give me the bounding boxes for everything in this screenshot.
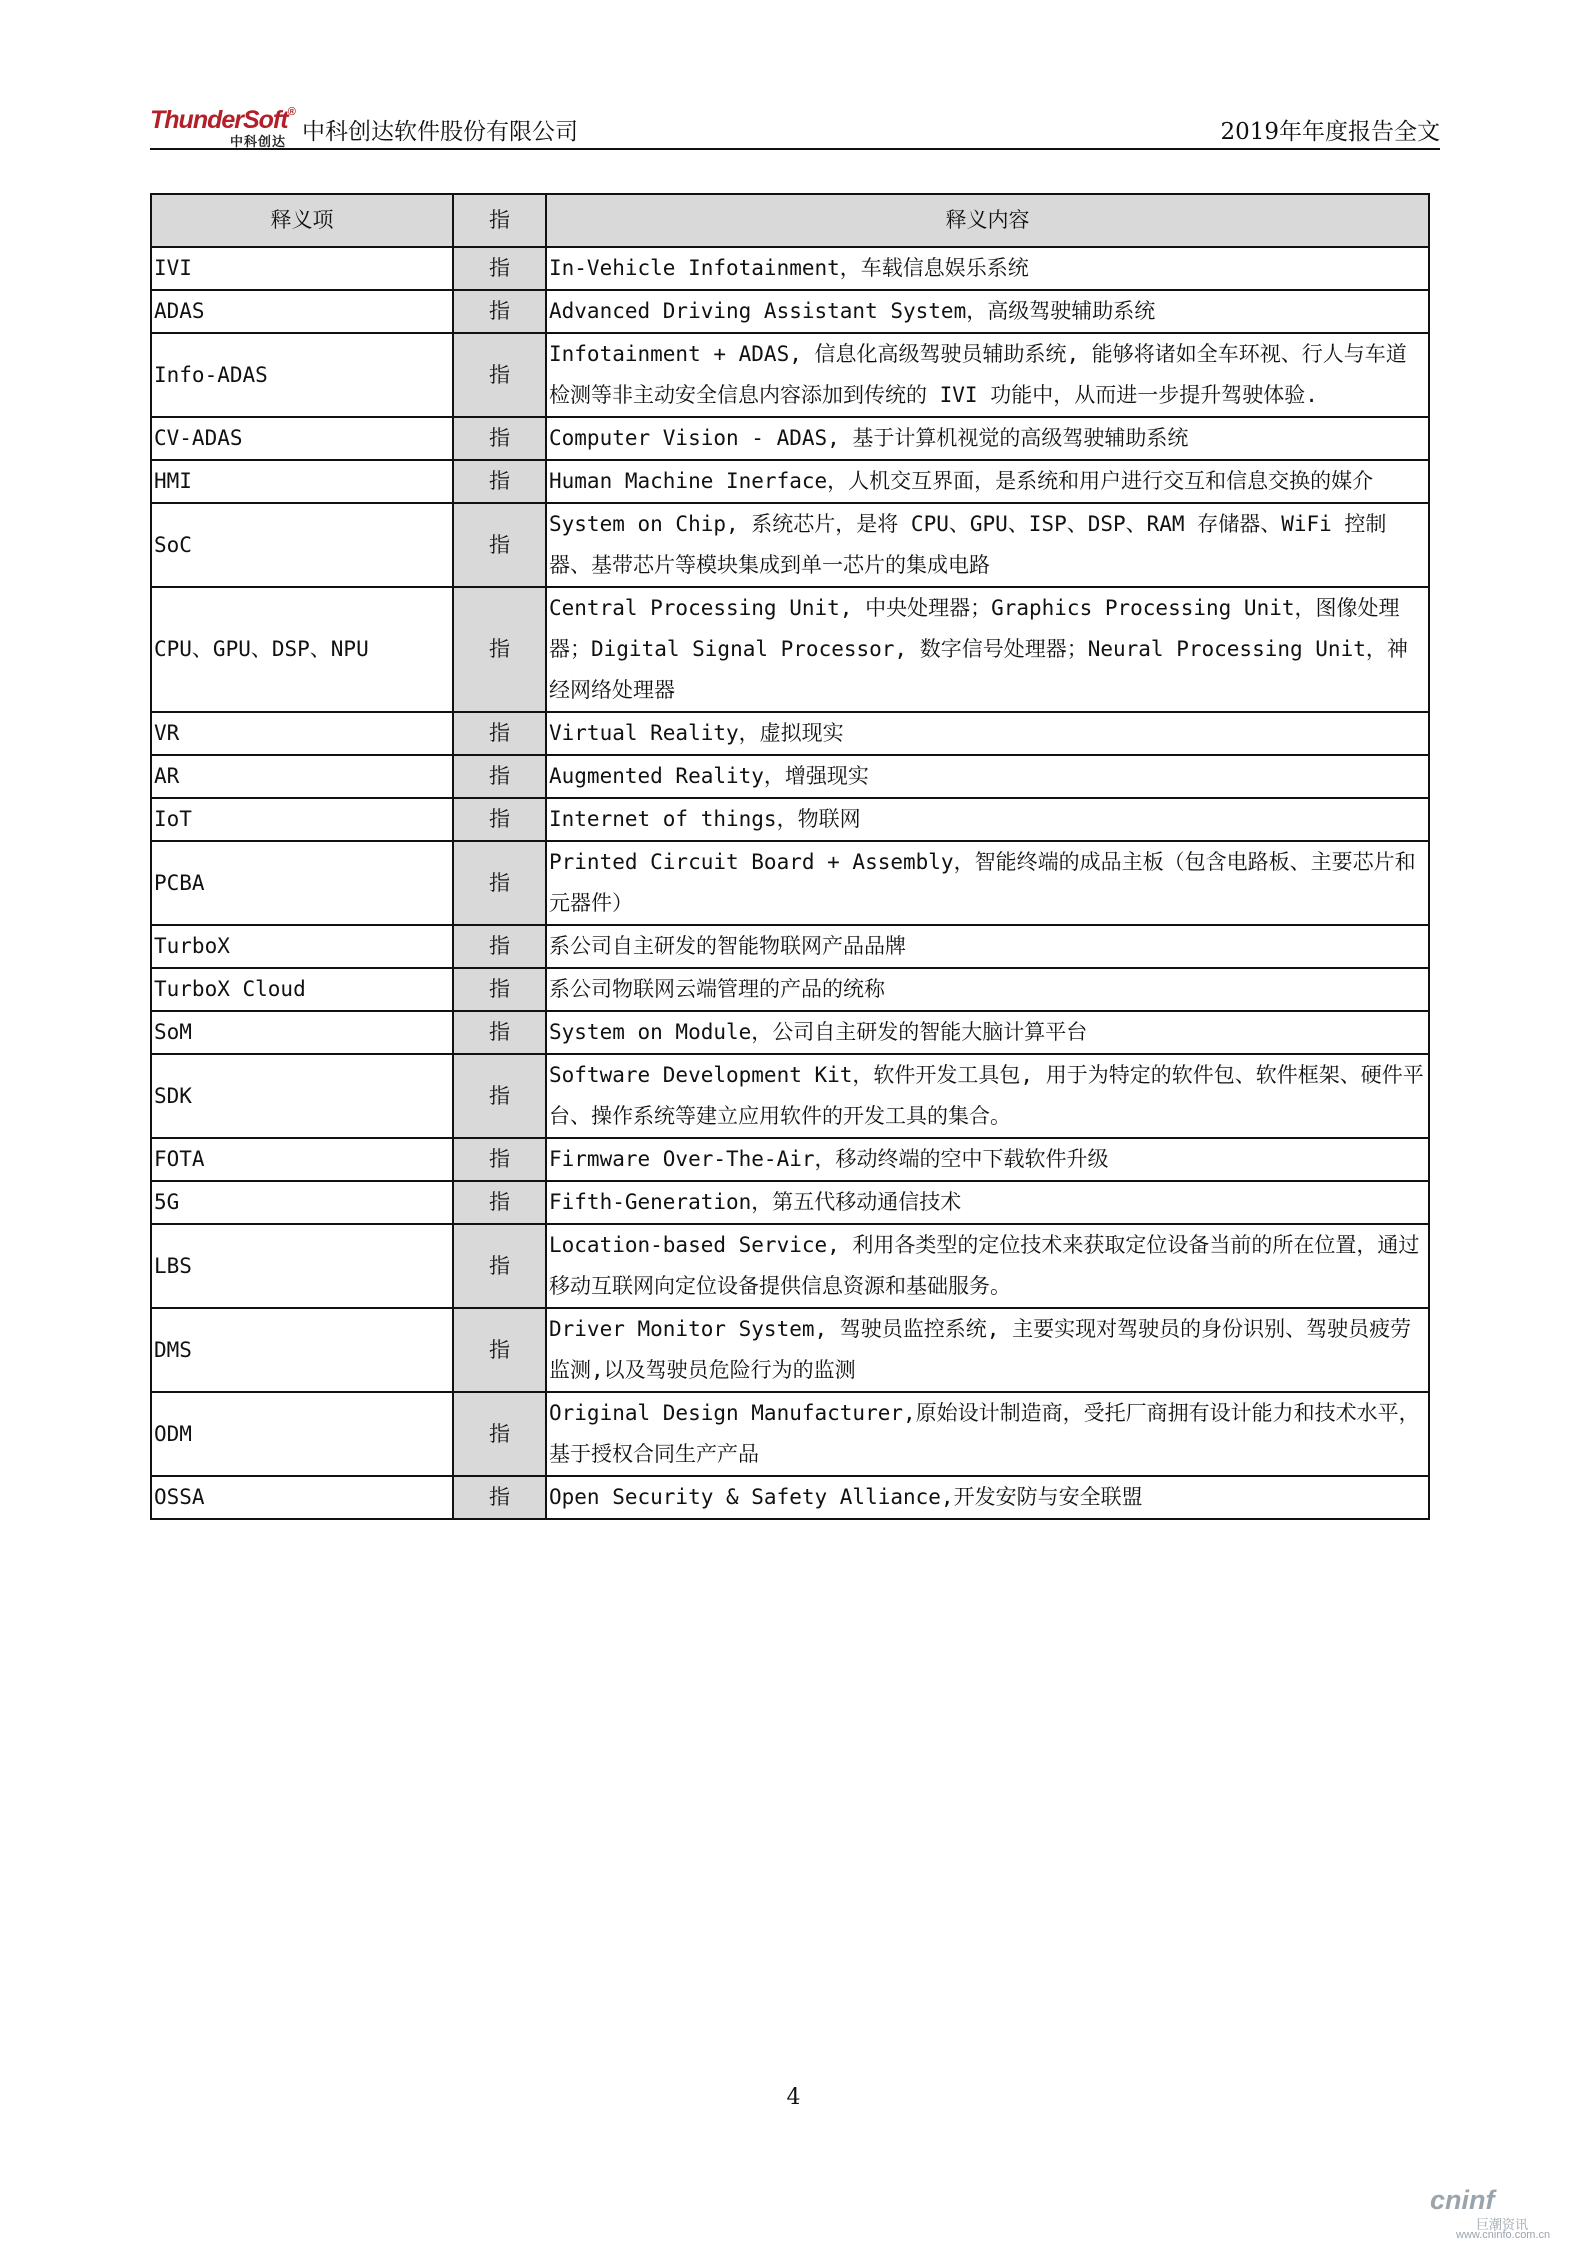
meaning-cell: Driver Monitor System, 驾驶员监控系统, 主要实现对驾驶员的身份识别、驾驶员疲劳监测,以及驾驶员危险行为的监测 xyxy=(546,1308,1429,1392)
table-row xyxy=(151,333,1429,417)
column-header-zhi: 指 xyxy=(453,194,546,247)
page-number: 4 xyxy=(786,2085,801,2110)
table-header xyxy=(151,194,1429,247)
meaning-cell: Software Development Kit，软件开发工具包, 用于为特定的软件包、软件框架、硬件平台、操作系统等建立应用软件的开发工具的集合。 xyxy=(546,1054,1429,1138)
term-cell: IVI xyxy=(151,247,453,290)
term-cell: TurboX xyxy=(151,925,453,968)
table-row xyxy=(151,417,1429,460)
zhi-cell: 指 xyxy=(453,460,546,503)
term-cell: FOTA xyxy=(151,1138,453,1181)
term-cell: SDK xyxy=(151,1054,453,1138)
meaning-cell: Augmented Reality，增强现实 xyxy=(546,755,1429,798)
term-cell: TurboX Cloud xyxy=(151,968,453,1011)
zhi-cell: 指 xyxy=(453,1476,546,1519)
zhi-cell: 指 xyxy=(453,712,546,755)
term-cell: HMI xyxy=(151,460,453,503)
report-title: 2019年年度报告全文 xyxy=(1220,119,1440,145)
zhi-cell: 指 xyxy=(453,503,546,587)
zhi-cell: 指 xyxy=(453,1181,546,1224)
term-cell: AR xyxy=(151,755,453,798)
table-row xyxy=(151,503,1429,587)
table-body xyxy=(151,247,1429,1519)
meaning-cell: Infotainment + ADAS, 信息化高级驾驶员辅助系统, 能够将诸如全车环视、行人与车道检测等非主动安全信息内容添加到传统的 IVI 功能中，从而进一步提升驾驶体验. xyxy=(546,333,1429,417)
zhi-cell: 指 xyxy=(453,968,546,1011)
table-row xyxy=(151,1392,1429,1476)
table-row xyxy=(151,247,1429,290)
logo-subtext: 中科创达 xyxy=(230,135,287,150)
page-header xyxy=(150,104,1440,150)
meaning-cell: Internet of things，物联网 xyxy=(546,798,1429,841)
term-cell: IoT xyxy=(151,798,453,841)
meaning-cell: Original Design Manufacturer,原始设计制造商，受托厂商拥有设计能力和技术水平，基于授权合同生产产品 xyxy=(546,1392,1429,1476)
term-cell: DMS xyxy=(151,1308,453,1392)
meaning-cell: Open Security & Safety Alliance,开发安防与安全联盟 xyxy=(546,1476,1429,1519)
table-row xyxy=(151,712,1429,755)
table-row xyxy=(151,1011,1429,1054)
term-cell: LBS xyxy=(151,1224,453,1308)
zhi-cell: 指 xyxy=(453,417,546,460)
zhi-cell: 指 xyxy=(453,587,546,712)
term-cell: SoC xyxy=(151,503,453,587)
term-cell: CPU、GPU、DSP、NPU xyxy=(151,587,453,712)
thundersoft-logo xyxy=(150,104,300,148)
zhi-cell: 指 xyxy=(453,798,546,841)
term-cell: SoM xyxy=(151,1011,453,1054)
table-row xyxy=(151,925,1429,968)
table-row xyxy=(151,1224,1429,1308)
meaning-cell: 系公司自主研发的智能物联网产品品牌 xyxy=(546,925,1429,968)
cninfo-watermark xyxy=(1430,2185,1580,2240)
table-row xyxy=(151,841,1429,925)
meaning-cell: System on Module，公司自主研发的智能大脑计算平台 xyxy=(546,1011,1429,1054)
meaning-cell: Human Machine Inerface，人机交互界面，是系统和用户进行交互和信息交换的媒介 xyxy=(546,460,1429,503)
zhi-cell: 指 xyxy=(453,1308,546,1392)
meaning-cell: Location-based Service, 利用各类型的定位技术来获取定位设备当前的所在位置，通过移动互联网向定位设备提供信息资源和基础服务。 xyxy=(546,1224,1429,1308)
watermark-brand: cninf xyxy=(1430,2185,1495,2215)
meaning-cell: Virtual Reality，虚拟现实 xyxy=(546,712,1429,755)
zhi-cell: 指 xyxy=(453,925,546,968)
table-header-row xyxy=(151,194,1429,247)
meaning-cell: Computer Vision - ADAS, 基于计算机视觉的高级驾驶辅助系统 xyxy=(546,417,1429,460)
zhi-cell: 指 xyxy=(453,1392,546,1476)
zhi-cell: 指 xyxy=(453,1224,546,1308)
meaning-cell: In-Vehicle Infotainment，车载信息娱乐系统 xyxy=(546,247,1429,290)
term-cell: 5G xyxy=(151,1181,453,1224)
term-cell: ODM xyxy=(151,1392,453,1476)
table-row xyxy=(151,290,1429,333)
watermark-url: www.cninfo.com.cn xyxy=(1456,2229,1551,2241)
watermark-subtext: 巨潮资讯 xyxy=(1476,2217,1529,2232)
meaning-cell: 系公司物联网云端管理的产品的统称 xyxy=(546,968,1429,1011)
logo-registered-mark: ® xyxy=(287,106,295,118)
table-row xyxy=(151,460,1429,503)
meaning-cell: Fifth-Generation，第五代移动通信技术 xyxy=(546,1181,1429,1224)
term-cell: Info-ADAS xyxy=(151,333,453,417)
table-row xyxy=(151,1054,1429,1138)
table-row xyxy=(151,968,1429,1011)
table-row xyxy=(151,1308,1429,1392)
column-header-term: 释义项 xyxy=(151,194,453,247)
meaning-cell: Firmware Over-The-Air，移动终端的空中下载软件升级 xyxy=(546,1138,1429,1181)
term-cell: CV-ADAS xyxy=(151,417,453,460)
meaning-cell: Central Processing Unit, 中央处理器；Graphics Processing Unit，图像处理器；Digital Signal Processor, 数字信号处理器；Neural Processing Unit，神经网络处理器 xyxy=(546,587,1429,712)
table-row xyxy=(151,755,1429,798)
meaning-cell: Advanced Driving Assistant System，高级驾驶辅助系统 xyxy=(546,290,1429,333)
company-name: 中科创达软件股份有限公司 xyxy=(302,119,578,145)
zhi-cell: 指 xyxy=(453,290,546,333)
zhi-cell: 指 xyxy=(453,755,546,798)
term-cell: OSSA xyxy=(151,1476,453,1519)
column-header-meaning: 释义内容 xyxy=(546,194,1429,247)
table-row xyxy=(151,1476,1429,1519)
zhi-cell: 指 xyxy=(453,1011,546,1054)
zhi-cell: 指 xyxy=(453,841,546,925)
table-row xyxy=(151,587,1429,712)
meaning-cell: Printed Circuit Board + Assembly，智能终端的成品主板（包含电路板、主要芯片和元器件） xyxy=(546,841,1429,925)
table-row xyxy=(151,798,1429,841)
zhi-cell: 指 xyxy=(453,333,546,417)
term-cell: VR xyxy=(151,712,453,755)
definitions-table xyxy=(150,193,1430,1520)
logo-text: ThunderSoft xyxy=(150,106,288,134)
table-row xyxy=(151,1138,1429,1181)
zhi-cell: 指 xyxy=(453,247,546,290)
term-cell: PCBA xyxy=(151,841,453,925)
term-cell: ADAS xyxy=(151,290,453,333)
meaning-cell: System on Chip, 系统芯片，是将 CPU、GPU、ISP、DSP、RAM 存储器、WiFi 控制器、基带芯片等模块集成到单一芯片的集成电路 xyxy=(546,503,1429,587)
zhi-cell: 指 xyxy=(453,1054,546,1138)
table-row xyxy=(151,1181,1429,1224)
zhi-cell: 指 xyxy=(453,1138,546,1181)
